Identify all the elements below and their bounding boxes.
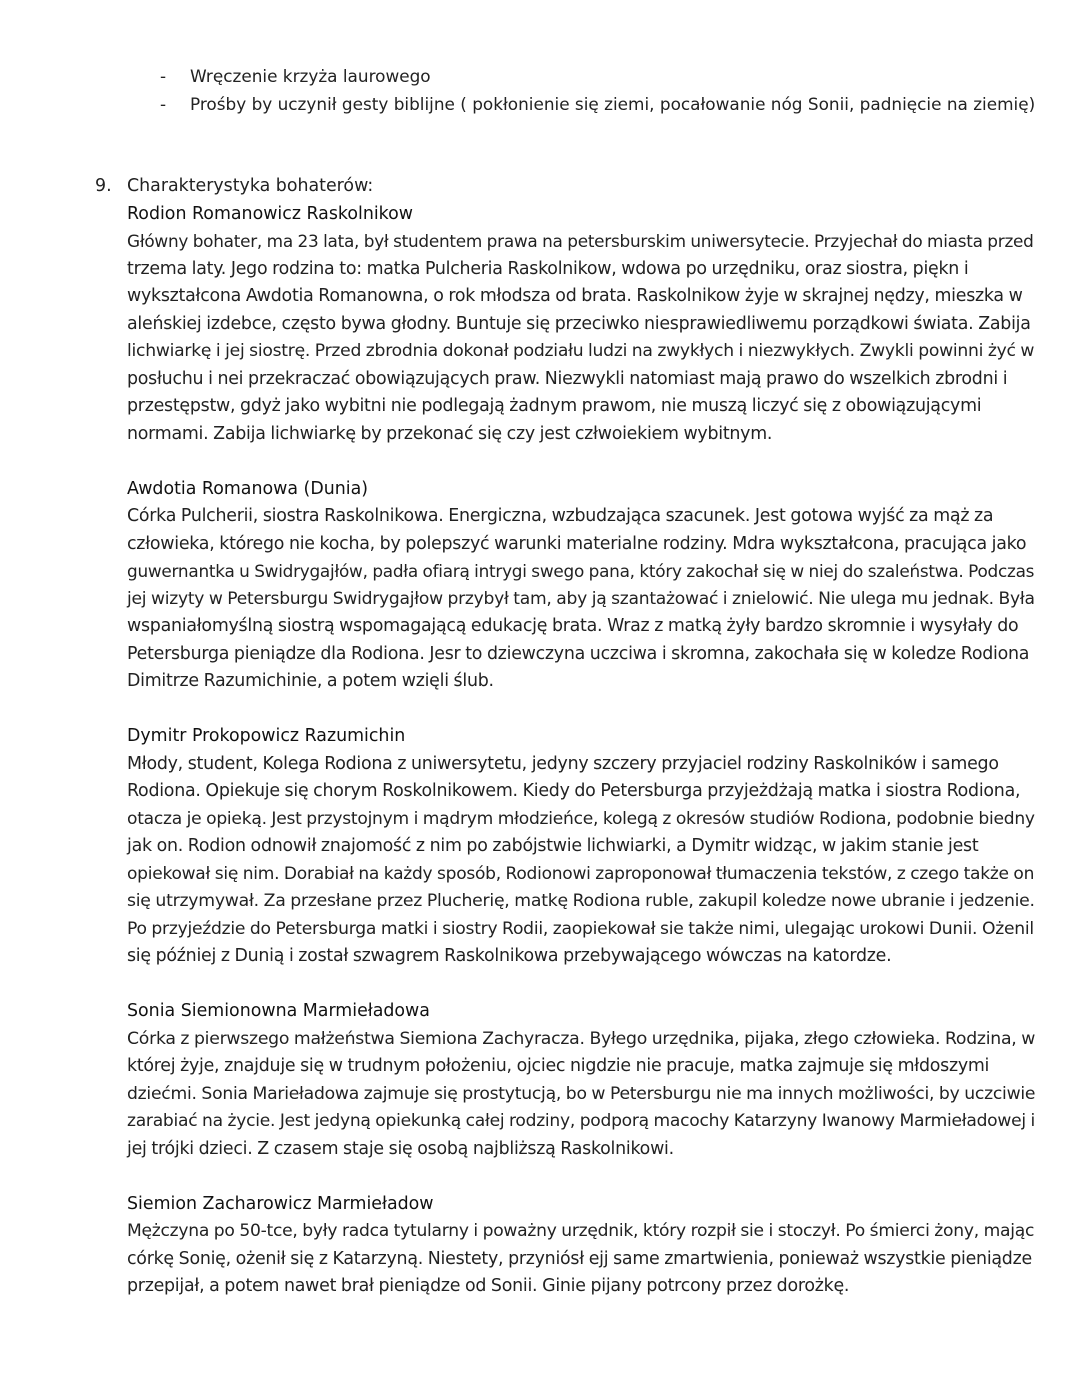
bullet-list [160,63,1035,118]
description-line: jak on. Rodion odnowił znajomość z nim po zabójstwie lichwiarki, a Dymitr widząc, w jakim stanie jest [127,836,979,856]
dash-marker: - [160,66,167,86]
list-item [160,91,1035,119]
description-line: Petersburga pieniądze dla Rodiona. Jesr to dziewczyna uczciwa i skromna, zakochała się w koledze Rodiona [127,643,1030,664]
description-line: normami. Zabija lichwiarkę by przekonać się czy jest człwoiekiem wybitnym. [127,423,773,444]
character-name: Siemion Zacharowicz Marmieładow [127,1193,434,1214]
section-heading: Charakterystyka bohaterów: [127,176,374,196]
description-line: Rodiona. Opiekuje się chorym Roskolnikowem. Kiedy do Petersburga przyjeżdżają matka i siostra Rodiona, [127,781,1021,801]
description-line: jej trójki dzieci. Z czasem staje się osobą najbliższą Raskolnikowi. [127,1138,674,1159]
character-description [127,503,1035,696]
description-line: wykształcona Awdotia Romanowna, o rok młodsza od brata. Raskolnikow żyje w skrajnej nędzy, mieszka w [127,286,1023,306]
character-block [127,723,1035,971]
description-line: posłuchu i nei przekraczać obowiązujących praw. Niezwykli natomiast mają prawo do wszelkich zbrodni i [127,368,1008,389]
description-line: zarabiać na życie. Jest jedyną opiekunką całej rodziny, podporą macochy Katarzyny Iwanowy Marmieładowej i [127,1111,1036,1131]
description-line: jej wizyty w Petersburgu Swidrygajłow przybył tam, aby ją szantażować i znielowić. Nie ulega mu jednak. Była [127,588,1035,609]
description-line: przepijał, a potem nawet brał pieniądze od Sonii. Ginie pijany potrcony przez dorożkę. [127,1276,850,1296]
section-body [127,173,1036,1328]
description-line: Główny bohater, ma 23 lata, był studentem prawa na petersburskim uniwersytecie. Przyjechał do miasta przed [127,231,1034,251]
character-list [127,201,1036,1301]
character-description [127,228,1035,448]
description-line: lichwiarkę i jej siostrę. Przed zbrodnia dokonał podziału ludzi na zwykłych i niezwykłych. Zwykli powinni żyć w [127,341,1035,361]
description-line: Dimitrze Razumichinie, a potem wzięli ślub. [127,671,494,691]
description-line: Mężczyna po 50-tce, były radca tytularny i poważny urzędnik, który rozpił sie i stoczył. Po śmierci żony, mając [127,1221,1035,1241]
character-description [127,751,1035,971]
character-block [127,1191,1035,1301]
list-item-text: Prośby by uczynił gesty biblijne ( pokłonienie się ziemi, pocałowanie nóg Sonii, padnięcie na ziemię) [190,93,1036,114]
character-block [127,476,1035,696]
description-line: wspaniałomyślną siostrą wspomagającą edukację brata. Wraz z matką żyły bardzo skromnie i wysyłały do [127,616,1019,636]
dash-marker: - [160,93,167,114]
character-name: Dymitr Prokopowicz Razumichin [127,726,406,746]
description-line: aleńskiej izdebce, często bywa głodny. Buntuje się przeciwko niesprawiedliwemu porządkowi świata. Zabija [127,313,1031,334]
description-line: dziećmi. Sonia Marieładowa zajmuje się prostytucją, bo w Petersburgu nie ma innych możliwości, by uczciwie [127,1083,1036,1104]
description-line: człowieka, którego nie kocha, by polepszyć warunki materialne rodziny. Mdra wykształcona, pracująca jako [127,533,1027,554]
description-line: przestępstw, gdyż jako wybitni nie podlegają żadnym prawom, nie muszą liczyć się z obowiązującymi [127,396,982,416]
character-block [127,998,1036,1163]
description-line: Młody, student, Kolega Rodiona z uniwersytetu, jedyny szczery przyjaciel rodziny Raskolników i samego [127,753,999,774]
character-name: Sonia Siemionowna Marmieładowa [127,1001,430,1021]
description-line: której żyje, znajduje się w trudnym położeniu, ojciec nigdzie nie pracuje, matka zajmuje się młdoszymi [127,1056,990,1076]
character-description [127,1026,1036,1164]
description-line: guwernantka u Swidrygajłów, padła ofiarą intrygi swego pana, który zakochał się w niej do szaleństwa. Podczas [127,561,1035,581]
description-line: opiekował się nim. Dorabiał na każdy sposób, Rodionowi zaproponował tłumaczenia tekstów, z czego także on [127,863,1035,884]
character-name: Rodion Romanowicz Raskolnikow [127,203,413,224]
description-line: Córka Pulcherii, siostra Raskolnikowa. Energiczna, wzbudzająca szacunek. Jest gotowa wyjść za mąż za [127,506,994,526]
description-line: się później z Dunią i został szwagrem Raskolnikowa przebywającego wówczas na katordze. [127,946,892,966]
character-name: Awdotia Romanowa (Dunia) [127,478,369,499]
section-number: 9. [95,176,112,196]
description-line: córkę Sonię, ożenił się z Katarzyną. Niestety, przyniósł ejj same zmartwienia, ponieważ wszystkie pieniądze [127,1248,1032,1269]
description-line: trzema laty. Jego rodzina to: matka Pulcheria Raskolnikow, wdowa po urzędniku, oraz siostra, piękn i [127,258,969,279]
character-description [127,1218,1035,1301]
description-line: Po przyjeździe do Petersburga matki i siostry Rodii, zaopiekował sie także nimi, ulegając urokowi Dunii. Ożenil [127,918,1034,939]
description-line: się utrzymywał. Za przesłane przez Plucherię, matkę Rodiona ruble, zakupil koledze nowe ubranie i jedzenie. [127,891,1035,911]
description-line: otacza je opieką. Jest przystojnym i mądrym młodzieńce, kolegą z okresów studiów Rodiona, podobnie biedny [127,808,1035,829]
list-item [160,63,1035,91]
character-block [127,201,1035,449]
description-line: Córka z pierwszego małżeństwa Siemiona Zachyracza. Byłego urzędnika, pijaka, złego człowieka. Rodzina, w [127,1028,1036,1049]
list-item-text: Wręczenie krzyża laurowego [190,66,431,86]
